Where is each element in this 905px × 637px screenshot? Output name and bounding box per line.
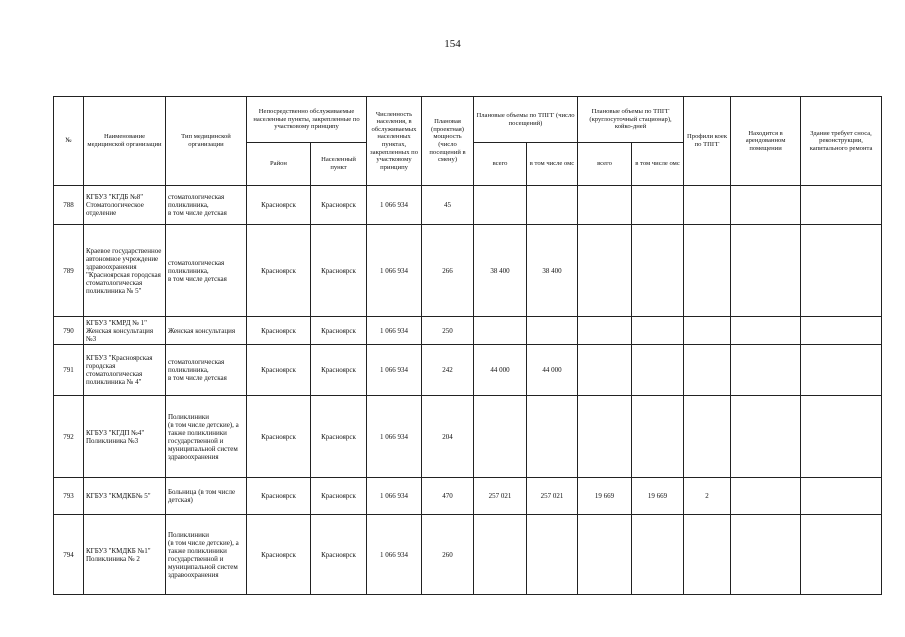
cell-rented (731, 225, 801, 317)
cell-capacity: 260 (422, 515, 474, 595)
cell-capacity: 266 (422, 225, 474, 317)
cell-rented (731, 515, 801, 595)
cell-repair (801, 317, 882, 345)
cell-repair (801, 396, 882, 478)
header-district: Район (247, 143, 311, 186)
cell-visits-total (474, 317, 527, 345)
cell-beds-profile (684, 225, 731, 317)
cell-visits-total: 38 400 (474, 225, 527, 317)
cell-hospital-oms (632, 186, 684, 225)
cell-district: Красноярск (247, 225, 311, 317)
table-row (54, 478, 882, 515)
cell-visits-total (474, 186, 527, 225)
cell-visits-oms: 44 000 (527, 345, 578, 396)
cell-district: Красноярск (247, 317, 311, 345)
cell-district: Красноярск (247, 515, 311, 595)
header-hospital-oms: в том числе омс (632, 143, 684, 186)
header-hospital-total: всего (578, 143, 632, 186)
cell-rented (731, 478, 801, 515)
cell-visits-total (474, 396, 527, 478)
cell-settlement: Красноярск (311, 478, 367, 515)
cell-district: Красноярск (247, 478, 311, 515)
cell-hospital-total (578, 317, 632, 345)
cell-capacity: 242 (422, 345, 474, 396)
cell-capacity: 204 (422, 396, 474, 478)
cell-num: 792 (54, 396, 84, 478)
header-rented: Находится в арендованном помещении (731, 97, 801, 186)
cell-settlement: Красноярск (311, 515, 367, 595)
table-row (54, 396, 882, 478)
cell-capacity: 250 (422, 317, 474, 345)
cell-district: Красноярск (247, 396, 311, 478)
cell-rented (731, 186, 801, 225)
header-name: Наименование медицинской организации (84, 97, 166, 186)
cell-type: стоматологическая поликлиника, в том числе детская (166, 225, 247, 317)
cell-population: 1 066 934 (367, 317, 422, 345)
cell-type: стоматологическая поликлиника, в том числе детская (166, 186, 247, 225)
cell-capacity: 45 (422, 186, 474, 225)
cell-name: КГБУЗ "КМДКБ №1" Поликлиника № 2 (84, 515, 166, 595)
cell-settlement: Красноярск (311, 396, 367, 478)
header-beds-profile: Профили коек по ТПГГ (684, 97, 731, 186)
cell-type: Больница (в том числе детская) (166, 478, 247, 515)
cell-num: 794 (54, 515, 84, 595)
cell-name: КГБУЗ "КМДКБ№ 5" (84, 478, 166, 515)
cell-population: 1 066 934 (367, 186, 422, 225)
header-capacity: Плановая (проектная) мощность (число посещений в смену) (422, 97, 474, 186)
cell-hospital-oms (632, 225, 684, 317)
header-visits-oms: в том числе омс (527, 143, 578, 186)
cell-hospital-total (578, 345, 632, 396)
header-repair: Здание требует сноса, реконструкции, капитального ремонта (801, 97, 882, 186)
cell-beds-profile (684, 317, 731, 345)
table-row (54, 225, 882, 317)
table-row (54, 345, 882, 396)
cell-beds-profile (684, 396, 731, 478)
cell-visits-oms: 38 400 (527, 225, 578, 317)
cell-population: 1 066 934 (367, 225, 422, 317)
cell-name: КГБУЗ "КМРД № 1" Женская консультация №3 (84, 317, 166, 345)
cell-hospital-oms (632, 345, 684, 396)
cell-num: 789 (54, 225, 84, 317)
cell-hospital-oms (632, 515, 684, 595)
cell-repair (801, 345, 882, 396)
cell-hospital-oms: 19 669 (632, 478, 684, 515)
cell-hospital-total (578, 225, 632, 317)
cell-hospital-oms (632, 317, 684, 345)
cell-repair (801, 515, 882, 595)
header-type: Тип медицинской организации (166, 97, 247, 186)
header-visits-total: всего (474, 143, 527, 186)
cell-num: 788 (54, 186, 84, 225)
cell-beds-profile: 2 (684, 478, 731, 515)
cell-visits-total: 257 021 (474, 478, 527, 515)
header-hospital: Плановые объемы по ТПГГ (круглосуточный стационар), койко-дней (578, 97, 684, 143)
cell-name: КГБУЗ "КГДП №4" Поликлиника №3 (84, 396, 166, 478)
cell-settlement: Красноярск (311, 225, 367, 317)
cell-hospital-total (578, 515, 632, 595)
cell-num: 790 (54, 317, 84, 345)
cell-visits-oms (527, 317, 578, 345)
cell-visits-total (474, 515, 527, 595)
cell-name: Краевое государственное автономное учреждение здравоохранения "Красноярская городская стоматологическая поликлиника № 5" (84, 225, 166, 317)
cell-beds-profile (684, 186, 731, 225)
cell-hospital-oms (632, 396, 684, 478)
cell-beds-profile (684, 345, 731, 396)
cell-repair (801, 186, 882, 225)
cell-population: 1 066 934 (367, 345, 422, 396)
cell-repair (801, 478, 882, 515)
table-row (54, 186, 882, 225)
header-population: Численность населения, в обслуживаемых населенных пунктах, закрепленных по участковому принципу (367, 97, 422, 186)
cell-capacity: 470 (422, 478, 474, 515)
cell-num: 791 (54, 345, 84, 396)
header-visits: Плановые объемы по ТПГГ (число посещений) (474, 97, 578, 143)
cell-rented (731, 317, 801, 345)
page-number: 154 (444, 38, 461, 50)
cell-district: Красноярск (247, 186, 311, 225)
cell-type: Женская консультация (166, 317, 247, 345)
cell-repair (801, 225, 882, 317)
header-num: № (54, 97, 84, 186)
table-row (54, 515, 882, 595)
cell-population: 1 066 934 (367, 515, 422, 595)
cell-settlement: Красноярск (311, 186, 367, 225)
cell-hospital-total (578, 186, 632, 225)
cell-num: 793 (54, 478, 84, 515)
cell-population: 1 066 934 (367, 396, 422, 478)
header-settlement: Населенный пункт (311, 143, 367, 186)
table-row (54, 317, 882, 345)
cell-beds-profile (684, 515, 731, 595)
cell-type: стоматологическая поликлиника, в том числе детская (166, 345, 247, 396)
cell-hospital-total (578, 396, 632, 478)
facilities-table (53, 96, 882, 595)
cell-name: КГБУЗ "Красноярская городская стоматологическая поликлиника № 4" (84, 345, 166, 396)
cell-settlement: Красноярск (311, 317, 367, 345)
cell-settlement: Красноярск (311, 345, 367, 396)
cell-rented (731, 396, 801, 478)
cell-visits-oms (527, 186, 578, 225)
cell-district: Красноярск (247, 345, 311, 396)
cell-visits-oms (527, 396, 578, 478)
cell-visits-oms: 257 021 (527, 478, 578, 515)
cell-visits-oms (527, 515, 578, 595)
cell-population: 1 066 934 (367, 478, 422, 515)
cell-name: КГБУЗ "КГДБ №8" Стоматологическое отделение (84, 186, 166, 225)
cell-type: Поликлиники (в том числе детские), а также поликлиники государственной и муниципальной систем здравоохранения (166, 515, 247, 595)
cell-visits-total: 44 000 (474, 345, 527, 396)
cell-type: Поликлиники (в том числе детские), а также поликлиники государственной и муниципальной систем здравоохранения (166, 396, 247, 478)
cell-rented (731, 345, 801, 396)
cell-hospital-total: 19 669 (578, 478, 632, 515)
header-served: Непосредственно обслуживаемые населенные пункты, закрепленные по участковому принципу (247, 97, 367, 143)
